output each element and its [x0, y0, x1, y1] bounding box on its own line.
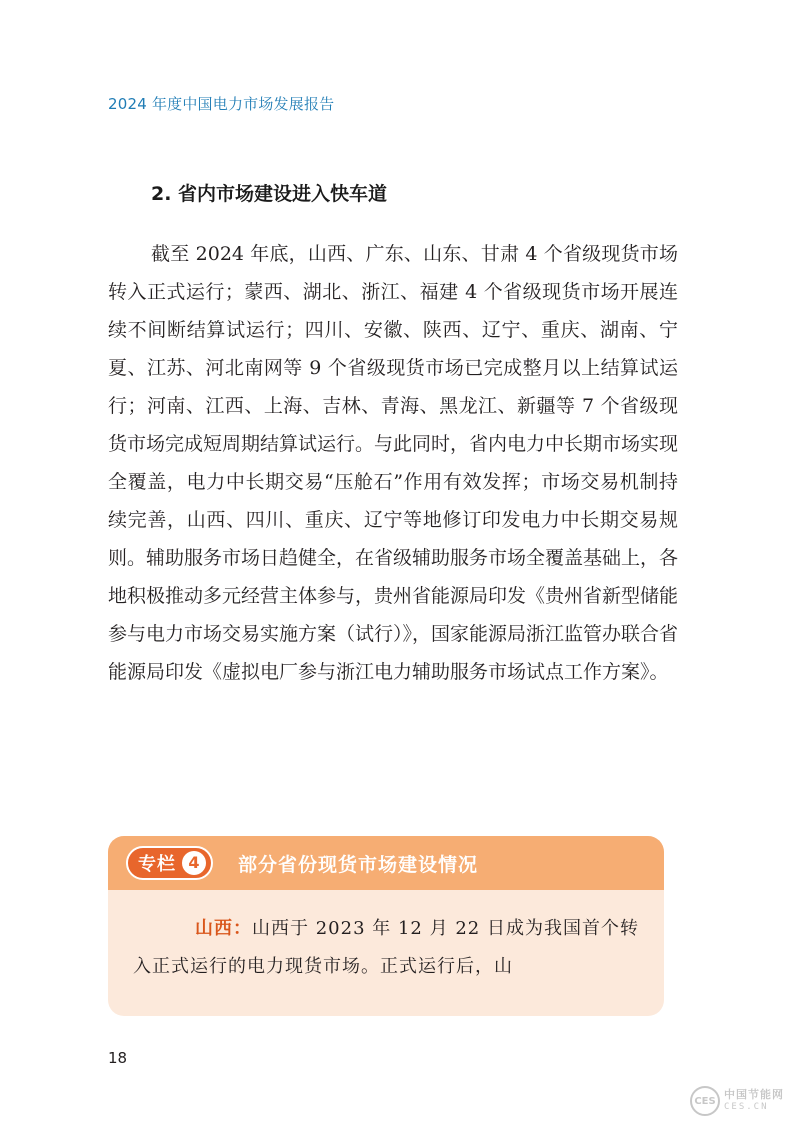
ces-logo-icon: CES	[690, 1086, 720, 1116]
watermark-domain: CES.CN	[724, 1102, 769, 1112]
column-box-header	[108, 836, 664, 890]
column-badge-number: 4	[182, 851, 206, 875]
column-title: 部分省份现货市场建设情况	[238, 854, 479, 876]
body-paragraph: 截至 2024 年底，山西、广东、山东、甘肃 4 个省级现货市场转入正式运行；蒙西、湖北、浙江、福建 4 个省级现货市场开展连续不间断结算试运行；四川、安徽、陕西、辽宁、重庆、湖南、宁夏、江苏、河北南网等 9 个省级现货市场已完成整月以上结算试运行；河南、江西、上海、吉林、青海、黑龙江、新疆等 7 个省级现货市场完成短周期结算试运行。与此同时，省内电力中长期市场实现全覆盖，电力中长期交易“压舱石”作用有效发挥；市场交易机制持续完善，山西、四川、重庆、辽宁等地修订印发电力中长期交易规则。辅助服务市场日趋健全，在省级辅助服务市场全覆盖基础上，各地积极推动多元经营主体参与，贵州省能源局印发《贵州省新型储能参与电力市场交易实施方案（试行）》，国家能源局浙江监管办联合省能源局印发《虚拟电厂参与浙江电力辅助服务市场试点工作方案》。	[108, 243, 679, 683]
column-box	[108, 836, 664, 1016]
column-badge-label: 专栏	[138, 854, 176, 875]
page-number: 18	[108, 1049, 128, 1067]
column-badge	[126, 846, 213, 880]
section-heading: 2. 省内市场建设进入快车道	[151, 183, 388, 205]
watermark-name: 中国节能网	[724, 1088, 784, 1101]
column-body-text	[133, 910, 643, 986]
site-watermark	[690, 1082, 798, 1120]
running-header: 2024 年度中国电力市场发展报告	[108, 95, 335, 113]
column-lead-label: 山西：	[195, 918, 252, 939]
column-body-content: 山西于 2023 年 12 月 22 日成为我国首个转入正式运行的电力现货市场。正式运行后，山	[133, 918, 639, 977]
